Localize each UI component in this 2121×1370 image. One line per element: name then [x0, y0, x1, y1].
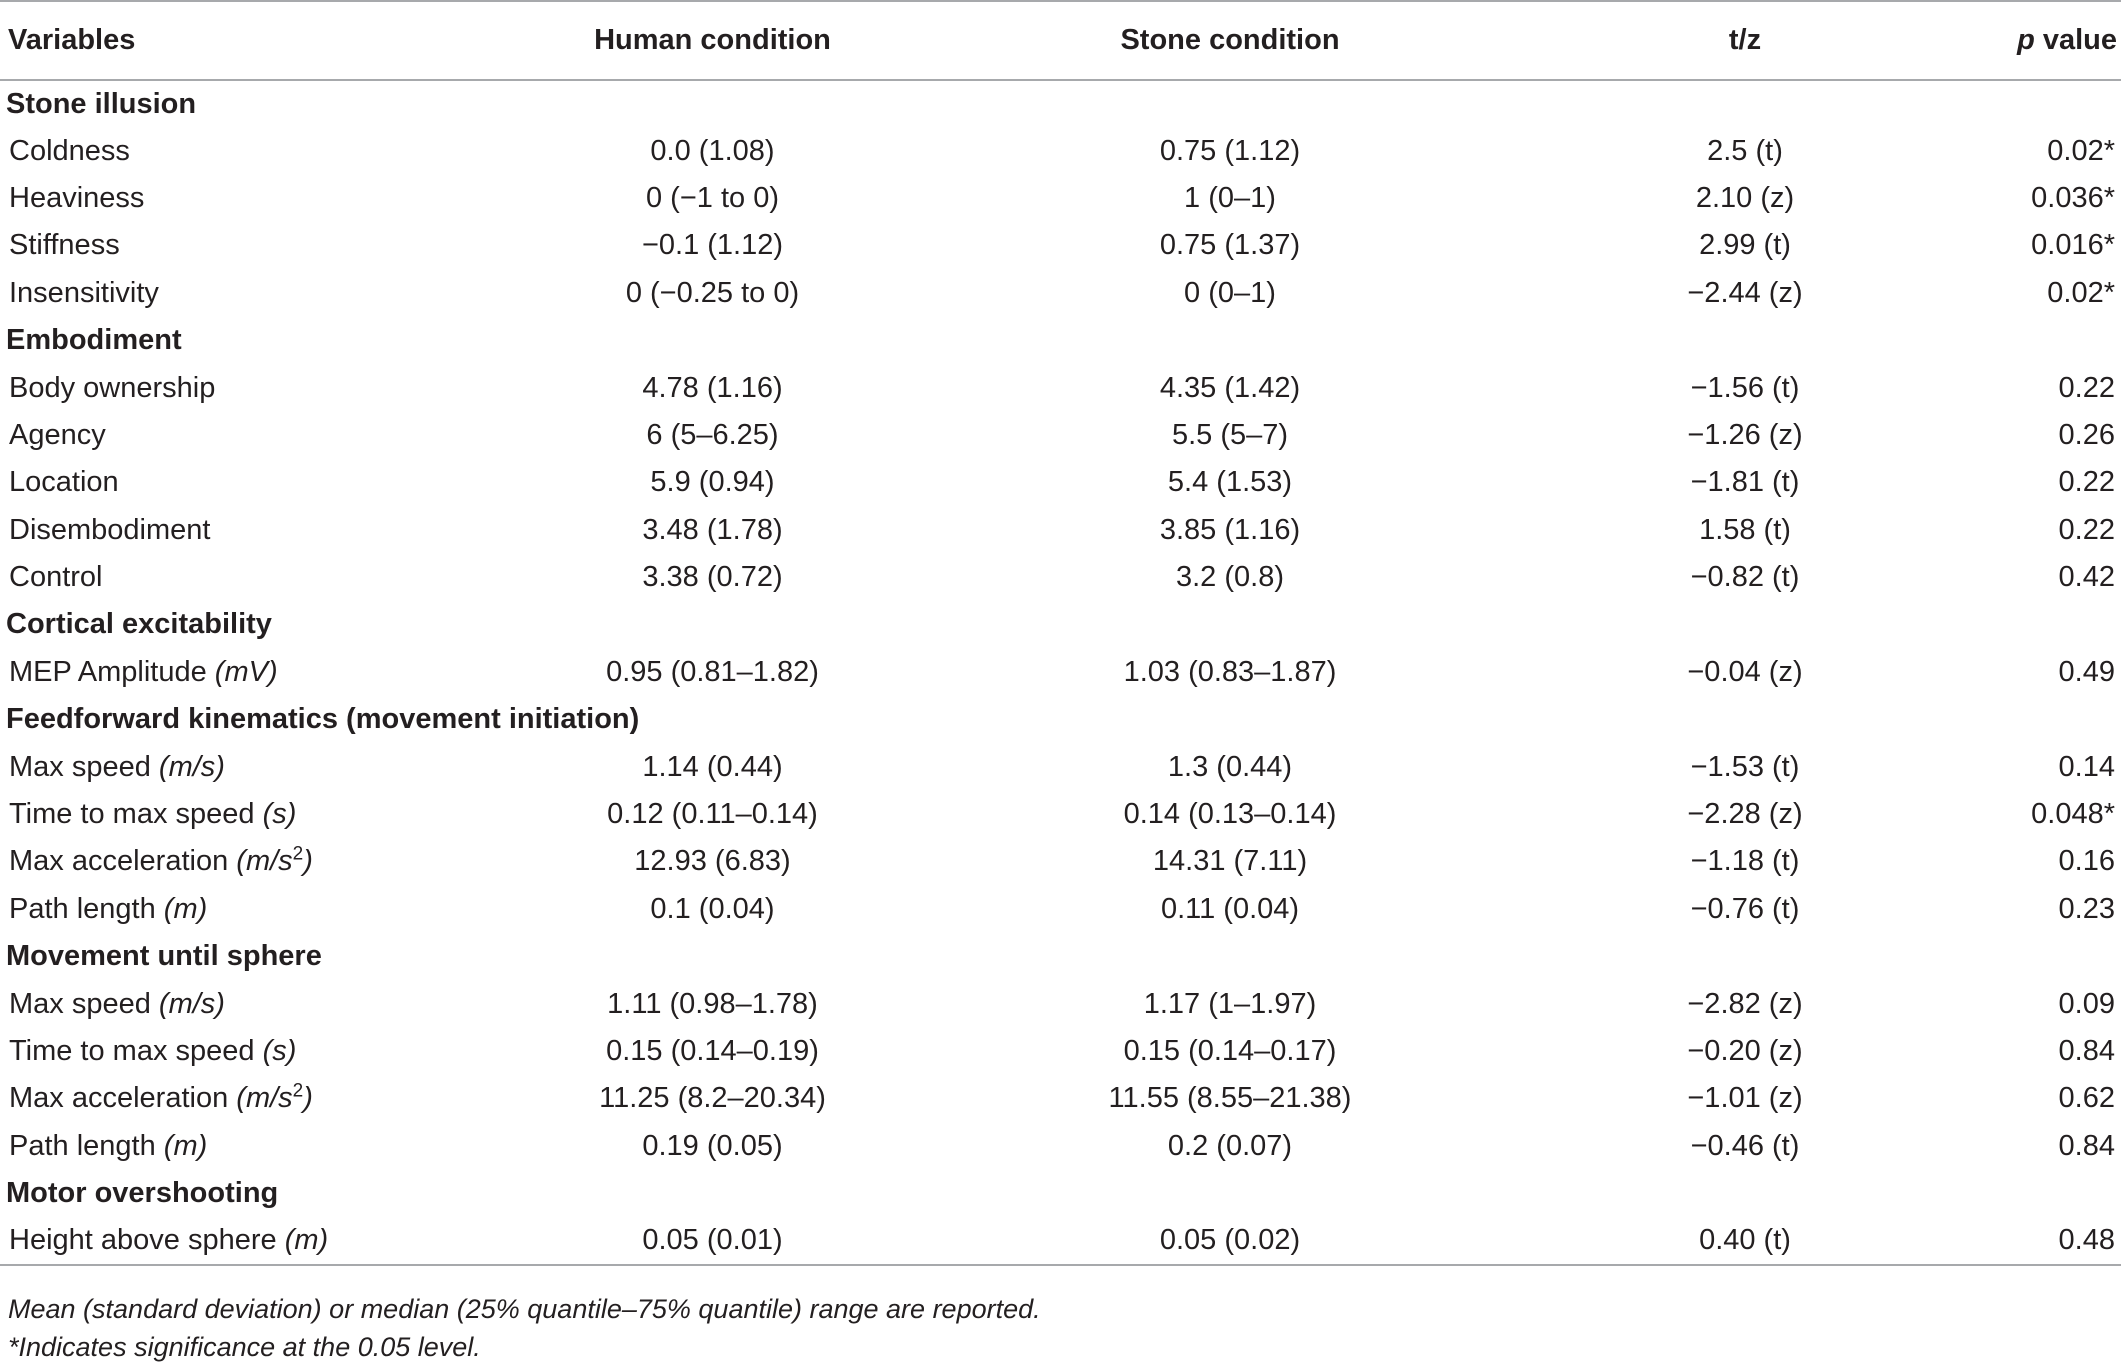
stone-condition-cell: 0.75 (1.12)	[1159, 134, 1301, 167]
stone-condition-cell: 0.15 (0.14–0.17)	[1123, 1035, 1337, 1067]
table-row	[0, 1217, 2121, 1264]
variable-cell	[0, 886, 540, 933]
variable-label: Stiffness	[9, 229, 120, 262]
variable-unit: (m/s	[236, 1082, 293, 1115]
variable-unit: (m/s	[236, 845, 293, 878]
table-header	[0, 1, 2121, 80]
stone-condition-cell: 4.35 (1.42)	[1159, 371, 1301, 404]
stone-condition-cell: 5.4 (1.53)	[1167, 466, 1293, 499]
stone-condition-cell: 1.03 (0.83–1.87)	[1123, 655, 1337, 688]
stone-condition-cell: 0.2 (0.07)	[1167, 1129, 1293, 1162]
table-row	[0, 127, 2121, 174]
table-row	[0, 554, 2121, 601]
p-value-cell: 0.84	[2058, 1129, 2115, 1162]
variable-unit: (s)	[262, 798, 297, 831]
variable-cell	[0, 791, 540, 838]
t-z-cell: −2.44 (z)	[1687, 276, 1803, 309]
table-row	[0, 980, 2121, 1027]
stone-condition-cell: 0.05 (0.02)	[1159, 1224, 1301, 1257]
human-condition-cell: 0 (−1 to 0)	[646, 181, 779, 214]
variable-label: Time to max speed	[9, 1035, 263, 1067]
section-row	[0, 696, 2121, 743]
variable-label: Time to max speed	[9, 798, 263, 831]
human-condition-cell: 3.48 (1.78)	[642, 513, 783, 546]
section-heading: Movement until sphere	[6, 940, 322, 973]
section-row	[0, 601, 2121, 648]
variable-label: MEP Amplitude	[9, 655, 215, 688]
t-z-cell: 2.99 (t)	[1699, 229, 1791, 262]
variable-label: Coldness	[9, 134, 130, 167]
header-p-value	[1915, 1, 2121, 80]
variable-label: Disembodiment	[9, 513, 211, 546]
stone-condition-cell: 1.17 (1–1.97)	[1143, 987, 1317, 1020]
stone-condition-cell: 0 (0–1)	[1184, 276, 1276, 309]
table-row	[0, 886, 2121, 933]
stone-condition-cell: 1 (0–1)	[1184, 181, 1276, 214]
t-z-cell: −1.18 (t)	[1690, 845, 1800, 878]
stone-condition-cell: 3.85 (1.16)	[1159, 513, 1301, 546]
variable-label: Body ownership	[9, 371, 216, 404]
variable-cell	[0, 270, 540, 317]
table-row	[0, 1123, 2121, 1170]
variable-unit: (m/s)	[158, 750, 225, 783]
p-value-cell: 0.23	[2058, 892, 2115, 925]
header-p-italic: p	[2017, 24, 2035, 56]
variable-cell	[0, 175, 540, 222]
t-z-cell: −1.53 (t)	[1690, 750, 1800, 783]
variable-cell	[0, 743, 540, 790]
unit-close: )	[303, 1082, 313, 1115]
table-row	[0, 838, 2121, 885]
human-condition-cell: 4.78 (1.16)	[642, 371, 783, 404]
section-heading: Motor overshooting	[6, 1177, 279, 1210]
t-z-cell: −0.76 (t)	[1690, 892, 1800, 925]
t-z-cell: −0.04 (z)	[1687, 655, 1803, 688]
variable-label: Insensitivity	[9, 276, 159, 309]
variable-label: Height above sphere	[9, 1224, 285, 1257]
human-condition-cell: 0.0 (1.08)	[650, 134, 775, 167]
human-condition-cell: 0.12 (0.11–0.14)	[607, 798, 818, 831]
section-row	[0, 317, 2121, 364]
variable-cell	[0, 1217, 540, 1264]
variable-label: Max acceleration	[9, 1082, 237, 1115]
stone-condition-cell: 14.31 (7.11)	[1152, 845, 1308, 878]
human-condition-cell: 1.14 (0.44)	[642, 750, 783, 783]
p-value-cell: 0.42	[2058, 561, 2115, 594]
t-z-cell: −2.82 (z)	[1687, 987, 1803, 1020]
t-z-cell: −1.26 (z)	[1687, 418, 1803, 451]
table-row	[0, 1028, 2121, 1075]
header-human-condition: Human condition	[594, 24, 831, 56]
variable-unit: (m)	[284, 1224, 329, 1257]
variable-cell	[0, 649, 540, 696]
variable-cell	[0, 412, 540, 459]
variable-cell	[0, 364, 540, 411]
t-z-cell: −0.20 (z)	[1687, 1035, 1803, 1067]
t-z-cell: 2.10 (z)	[1695, 181, 1795, 214]
table-row	[0, 175, 2121, 222]
stone-condition-cell: 0.75 (1.37)	[1159, 229, 1301, 262]
section-heading: Embodiment	[6, 324, 182, 357]
stone-condition-cell: 0.11 (0.04)	[1160, 892, 1300, 925]
t-z-cell: 1.58 (t)	[1699, 513, 1791, 546]
p-value-cell: 0.26	[2058, 418, 2115, 451]
variable-label: Heaviness	[9, 181, 145, 214]
header-stone-condition: Stone condition	[1120, 24, 1340, 56]
table-row	[0, 412, 2121, 459]
p-value-cell: 0.14	[2058, 750, 2115, 783]
variable-label: Location	[9, 466, 119, 499]
p-value-cell: 0.49	[2058, 655, 2115, 688]
variable-unit: (m)	[163, 892, 208, 925]
human-condition-cell: 5.9 (0.94)	[650, 466, 775, 499]
human-condition-cell: 6 (5–6.25)	[646, 418, 779, 451]
variable-unit: (mV)	[214, 655, 278, 688]
variable-cell	[0, 838, 540, 885]
section-row	[0, 80, 2121, 127]
table-footnotes	[8, 1290, 1041, 1366]
section-heading: Feedforward kinematics (movement initiation)	[6, 703, 640, 736]
human-condition-cell: 0.05 (0.01)	[642, 1224, 783, 1257]
t-z-cell: −0.46 (t)	[1690, 1129, 1800, 1162]
human-condition-cell: 0.19 (0.05)	[642, 1129, 783, 1162]
p-value-cell: 0.016*	[2031, 229, 2115, 262]
variable-label: Agency	[9, 418, 106, 451]
variable-cell	[0, 1123, 540, 1170]
p-value-cell: 0.036*	[2031, 181, 2115, 214]
header-variables: Variables	[8, 24, 136, 56]
footnote-statistics: Mean (standard deviation) or median (25% quantile–75% quantile) range are reported.	[8, 1294, 1041, 1324]
table-row	[0, 222, 2121, 269]
p-value-cell: 0.048*	[2031, 798, 2115, 831]
variable-label: Path length	[9, 892, 164, 925]
table-row	[0, 1075, 2121, 1122]
human-condition-cell: 1.11 (0.98–1.78)	[607, 987, 818, 1020]
human-condition-cell: 0.15 (0.14–0.19)	[606, 1035, 819, 1067]
t-z-cell: −1.56 (t)	[1690, 371, 1800, 404]
p-value-cell: 0.84	[2058, 1035, 2115, 1067]
variable-cell	[0, 127, 540, 174]
table-row	[0, 507, 2121, 554]
t-z-cell: −2.28 (z)	[1687, 798, 1803, 831]
variable-unit: (m)	[163, 1129, 208, 1162]
section-row	[0, 933, 2121, 980]
p-value-cell: 0.16	[2058, 845, 2115, 878]
stone-condition-cell: 3.2 (0.8)	[1176, 561, 1284, 594]
variable-cell	[0, 1075, 540, 1122]
t-z-cell: −0.82 (t)	[1690, 561, 1800, 594]
header-p-rest: value	[2034, 24, 2117, 56]
p-value-cell: 0.48	[2058, 1224, 2115, 1257]
variable-unit: (m/s)	[158, 987, 225, 1020]
human-condition-cell: 0.95 (0.81–1.82)	[606, 655, 819, 688]
variable-cell	[0, 222, 540, 269]
human-condition-cell: 0 (−0.25 to 0)	[625, 276, 800, 309]
t-z-cell: −1.01 (z)	[1687, 1082, 1803, 1115]
p-value-cell: 0.62	[2058, 1082, 2115, 1115]
variable-cell	[0, 507, 540, 554]
unit-superscript: 2	[292, 1080, 304, 1102]
variable-cell	[0, 554, 540, 601]
variable-cell	[0, 1028, 540, 1075]
p-value-cell: 0.02*	[2047, 276, 2115, 309]
p-value-cell: 0.22	[2058, 371, 2115, 404]
table-body	[0, 80, 2121, 1265]
table-row	[0, 459, 2121, 506]
variable-label: Max speed	[9, 987, 159, 1020]
variable-unit: (s)	[262, 1035, 297, 1067]
stone-condition-cell: 0.14 (0.13–0.14)	[1123, 798, 1337, 831]
table-row	[0, 791, 2121, 838]
stone-condition-cell: 11.55 (8.55–21.38)	[1108, 1082, 1352, 1115]
variable-cell	[0, 459, 540, 506]
t-z-cell: −1.81 (t)	[1690, 466, 1800, 499]
human-condition-cell: 12.93 (6.83)	[634, 845, 791, 878]
human-condition-cell: 0.1 (0.04)	[650, 892, 775, 925]
variable-label: Path length	[9, 1129, 164, 1162]
section-heading: Cortical excitability	[6, 608, 272, 641]
p-value-cell: 0.02*	[2047, 134, 2115, 167]
human-condition-cell: −0.1 (1.12)	[641, 229, 784, 262]
t-z-cell: 0.40 (t)	[1699, 1224, 1791, 1257]
variable-cell	[0, 980, 540, 1027]
table-row	[0, 364, 2121, 411]
p-value-cell: 0.22	[2058, 466, 2115, 499]
footnote-significance: *Indicates significance at the 0.05 level.	[8, 1332, 481, 1362]
variable-label: Max speed	[9, 750, 159, 783]
section-row	[0, 1170, 2121, 1217]
header-t-z: t/z	[1728, 24, 1762, 56]
p-value-cell: 0.22	[2058, 513, 2115, 546]
p-value-cell: 0.09	[2058, 987, 2115, 1020]
human-condition-cell: 11.25 (8.2–20.34)	[599, 1082, 826, 1115]
stone-condition-cell: 1.3 (0.44)	[1167, 750, 1293, 783]
human-condition-cell: 3.38 (0.72)	[642, 561, 783, 594]
section-heading: Stone illusion	[6, 87, 197, 120]
t-z-cell: 2.5 (t)	[1707, 134, 1783, 167]
header-row	[0, 1, 2121, 80]
table-row	[0, 270, 2121, 317]
stone-condition-cell: 5.5 (5–7)	[1171, 418, 1289, 451]
unit-close: )	[303, 845, 313, 878]
unit-superscript: 2	[292, 843, 304, 865]
table-row	[0, 649, 2121, 696]
table-row	[0, 743, 2121, 790]
variable-label: Control	[9, 561, 103, 594]
variable-label: Max acceleration	[9, 845, 237, 878]
